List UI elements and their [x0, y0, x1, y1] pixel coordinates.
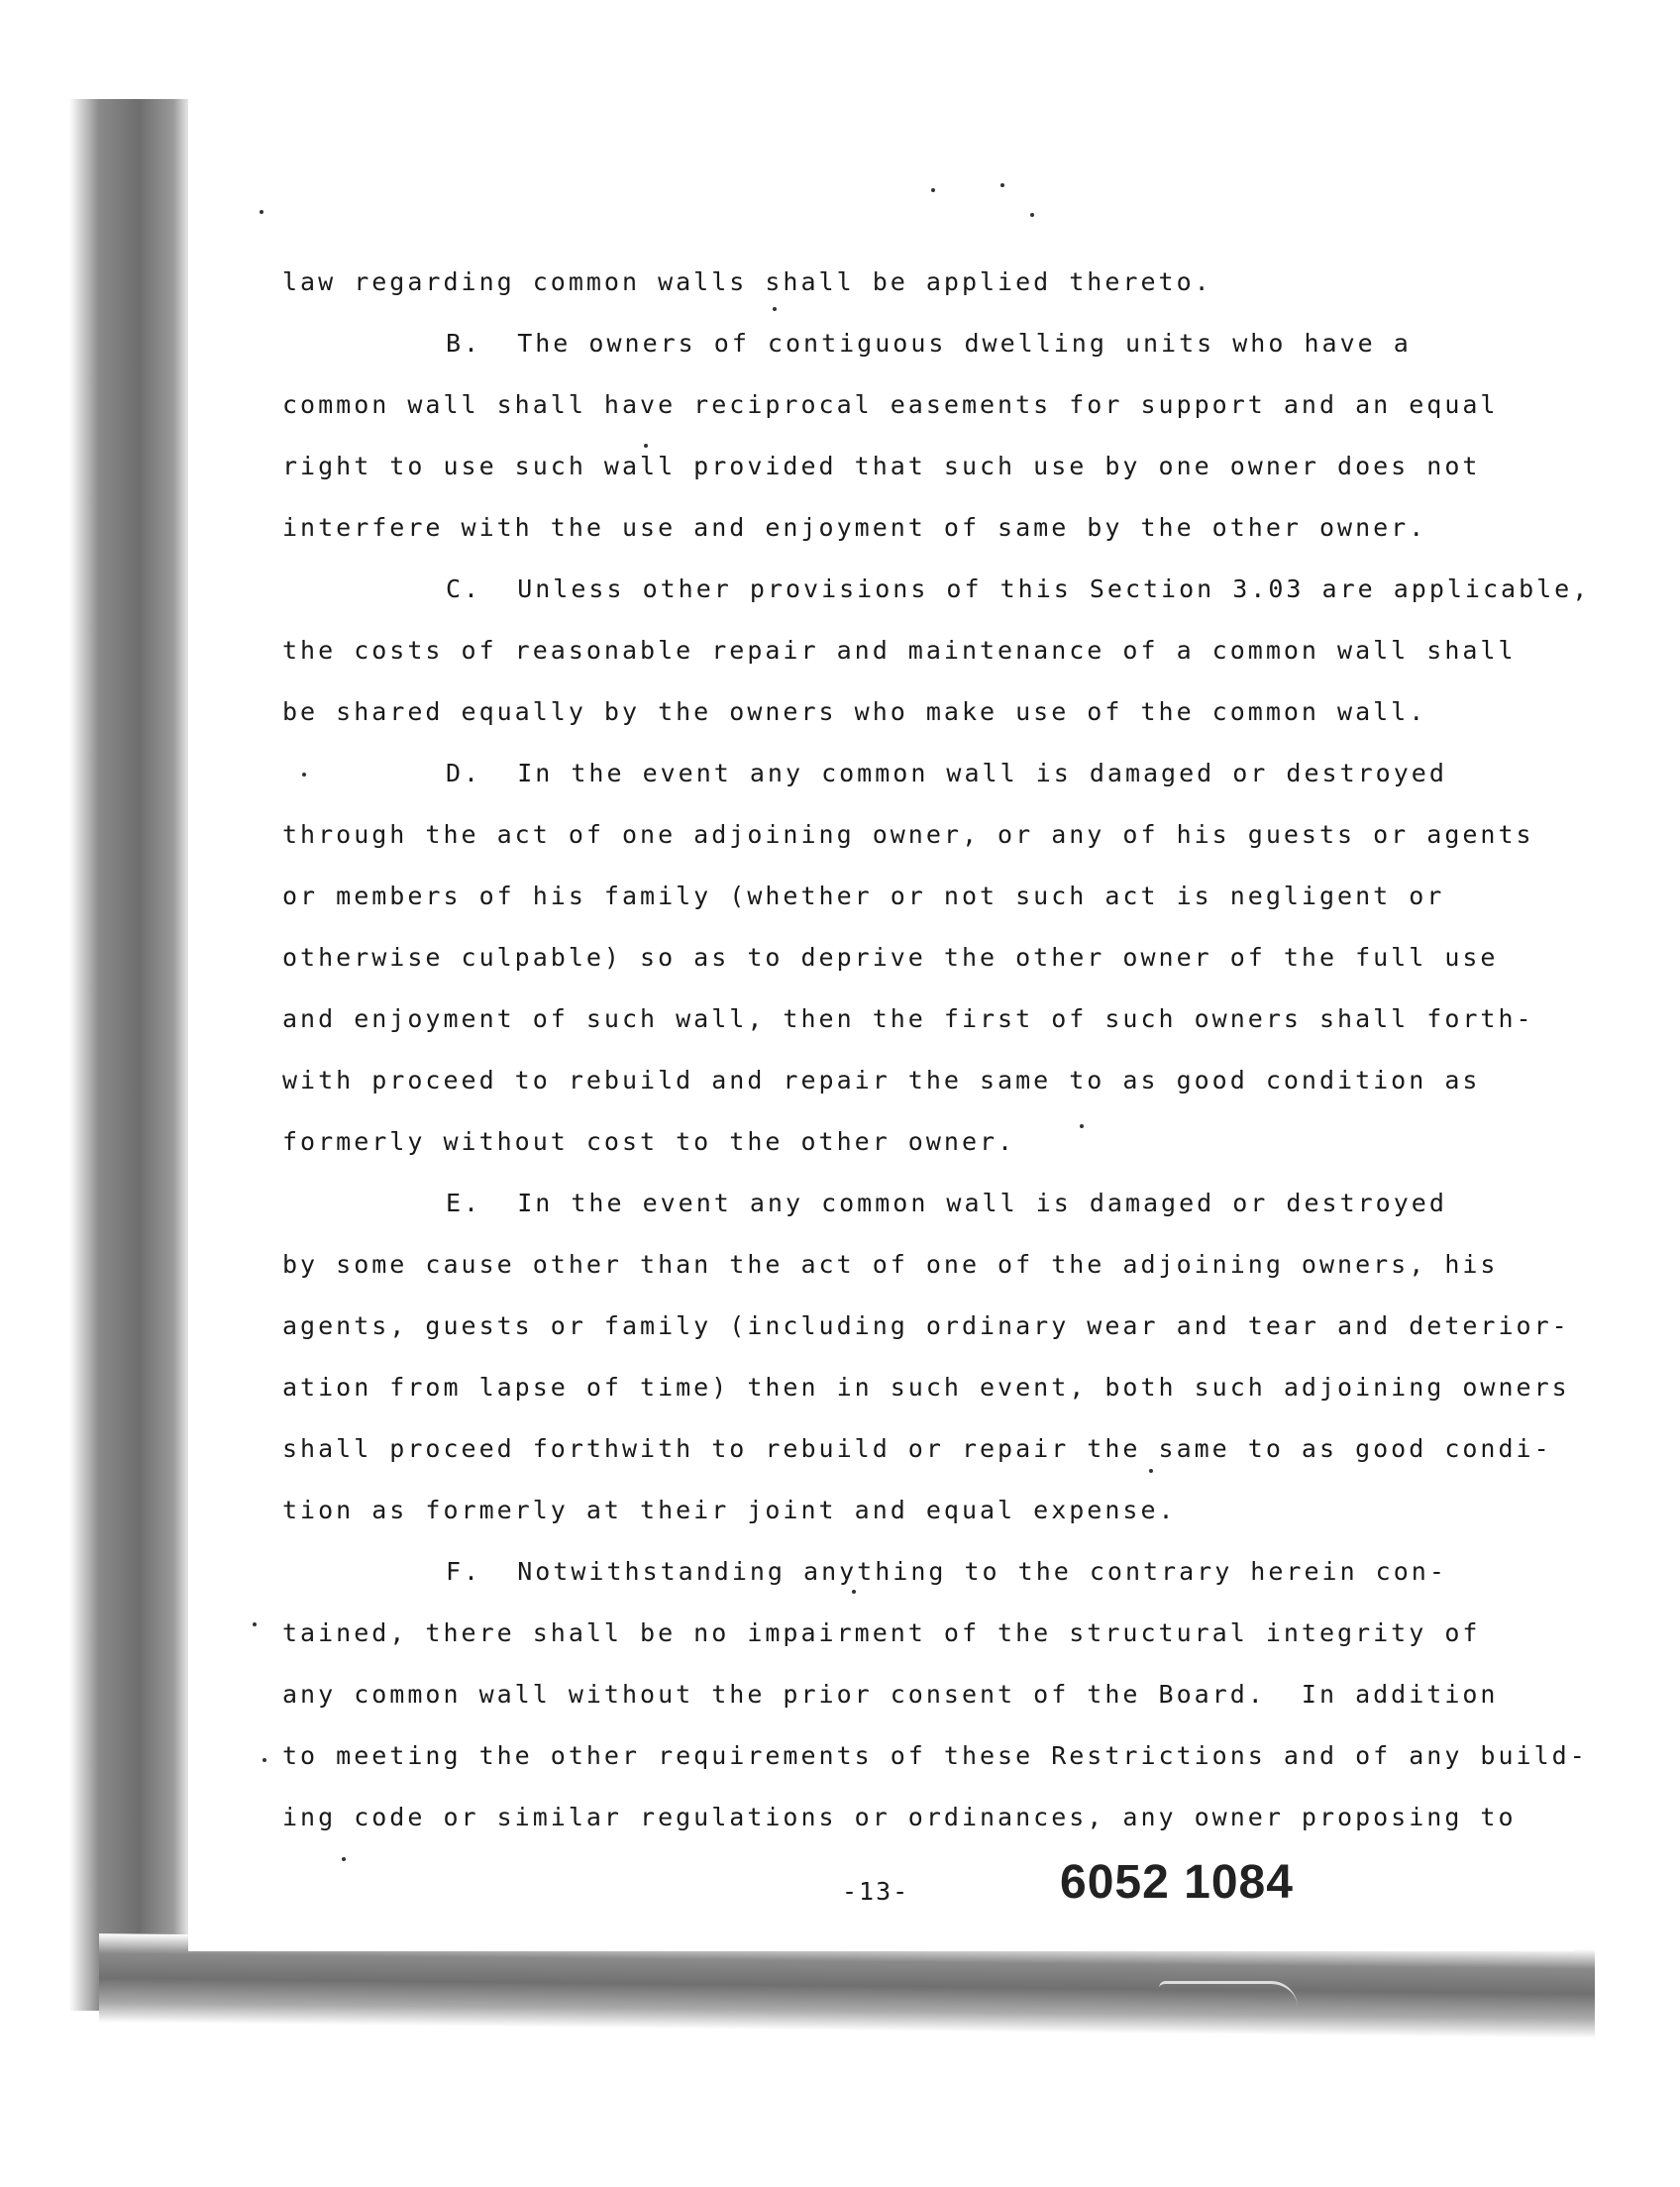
text-line: interfere with the use and enjoyment of same by the other owner.: [282, 513, 1427, 542]
text-line: the costs of reasonable repair and maintenance of a common wall shall: [282, 636, 1517, 665]
paragraph-c-heading-line: C. Unless other provisions of this Section 3.03 are applicable,: [446, 574, 1591, 603]
scan-left-edge-shadow: [0, 99, 188, 2011]
scan-speck: [773, 307, 777, 311]
page-number: -13-: [842, 1877, 910, 1906]
text-line: or members of his family (whether or not such act is negligent or: [282, 882, 1445, 910]
scan-speck: [852, 1590, 856, 1594]
text-line: ation from lapse of time) then in such event, both such adjoining owners: [282, 1373, 1570, 1402]
scan-speck: [931, 188, 935, 192]
text-line: right to use such wall provided that such use by one owner does not: [282, 452, 1481, 480]
text-line: with proceed to rebuild and repair the same to as good condition as: [282, 1066, 1481, 1094]
scan-speck: [1149, 1469, 1153, 1473]
text-line: tion as formerly at their joint and equal expense.: [282, 1496, 1177, 1524]
scan-speck: [342, 1857, 346, 1861]
scan-speck: [302, 773, 306, 777]
scan-speck: [262, 1758, 266, 1762]
text-line: to meeting the other requirements of these Restrictions and of any build-: [282, 1741, 1588, 1770]
scan-speck: [260, 210, 263, 214]
paragraph-e-heading-line: E. In the event any common wall is damaged or destroyed: [446, 1189, 1447, 1217]
text-line: and enjoyment of such wall, then the first of such owners shall forth-: [282, 1004, 1534, 1033]
text-line: otherwise culpable) so as to deprive the other owner of the full use: [282, 943, 1499, 972]
scan-speck: [1080, 1124, 1084, 1128]
scan-speck: [253, 1622, 257, 1626]
paragraph-f-heading-line: F. Notwithstanding anything to the contrary herein con-: [446, 1557, 1447, 1586]
book-page-stamp: 6052 1084: [1060, 1856, 1294, 1909]
text-line: formerly without cost to the other owner.: [282, 1127, 1016, 1156]
text-line: shall proceed forthwith to rebuild or repair the same to as good condi-: [282, 1434, 1552, 1463]
text-line: through the act of one adjoining owner, or any of his guests or agents: [282, 820, 1534, 849]
scan-speck: [1030, 213, 1034, 217]
text-line: tained, there shall be no impairment of the structural integrity of: [282, 1618, 1481, 1647]
text-line: agents, guests or family (including ordinary wear and tear and deterior-: [282, 1311, 1570, 1340]
document-page: [188, 119, 1591, 1951]
text-line: be shared equally by the owners who make use of the common wall.: [282, 697, 1427, 726]
scan-speck: [644, 444, 648, 448]
paragraph-b-heading-line: B. The owners of contiguous dwelling units who have a: [446, 329, 1412, 358]
signature-mark: [1159, 1981, 1298, 2008]
text-line: ing code or similar regulations or ordinances, any owner proposing to: [282, 1803, 1517, 1831]
text-line: by some cause other than the act of one of the adjoining owners, his: [282, 1250, 1499, 1279]
text-line: law regarding common walls shall be applied thereto.: [282, 267, 1212, 296]
text-line: common wall shall have reciprocal easements for support and an equal: [282, 390, 1499, 419]
scan-speck: [1000, 183, 1004, 187]
paragraph-d-heading-line: D. In the event any common wall is damaged or destroyed: [446, 759, 1447, 787]
text-line: any common wall without the prior consent of the Board. In addition: [282, 1680, 1499, 1709]
